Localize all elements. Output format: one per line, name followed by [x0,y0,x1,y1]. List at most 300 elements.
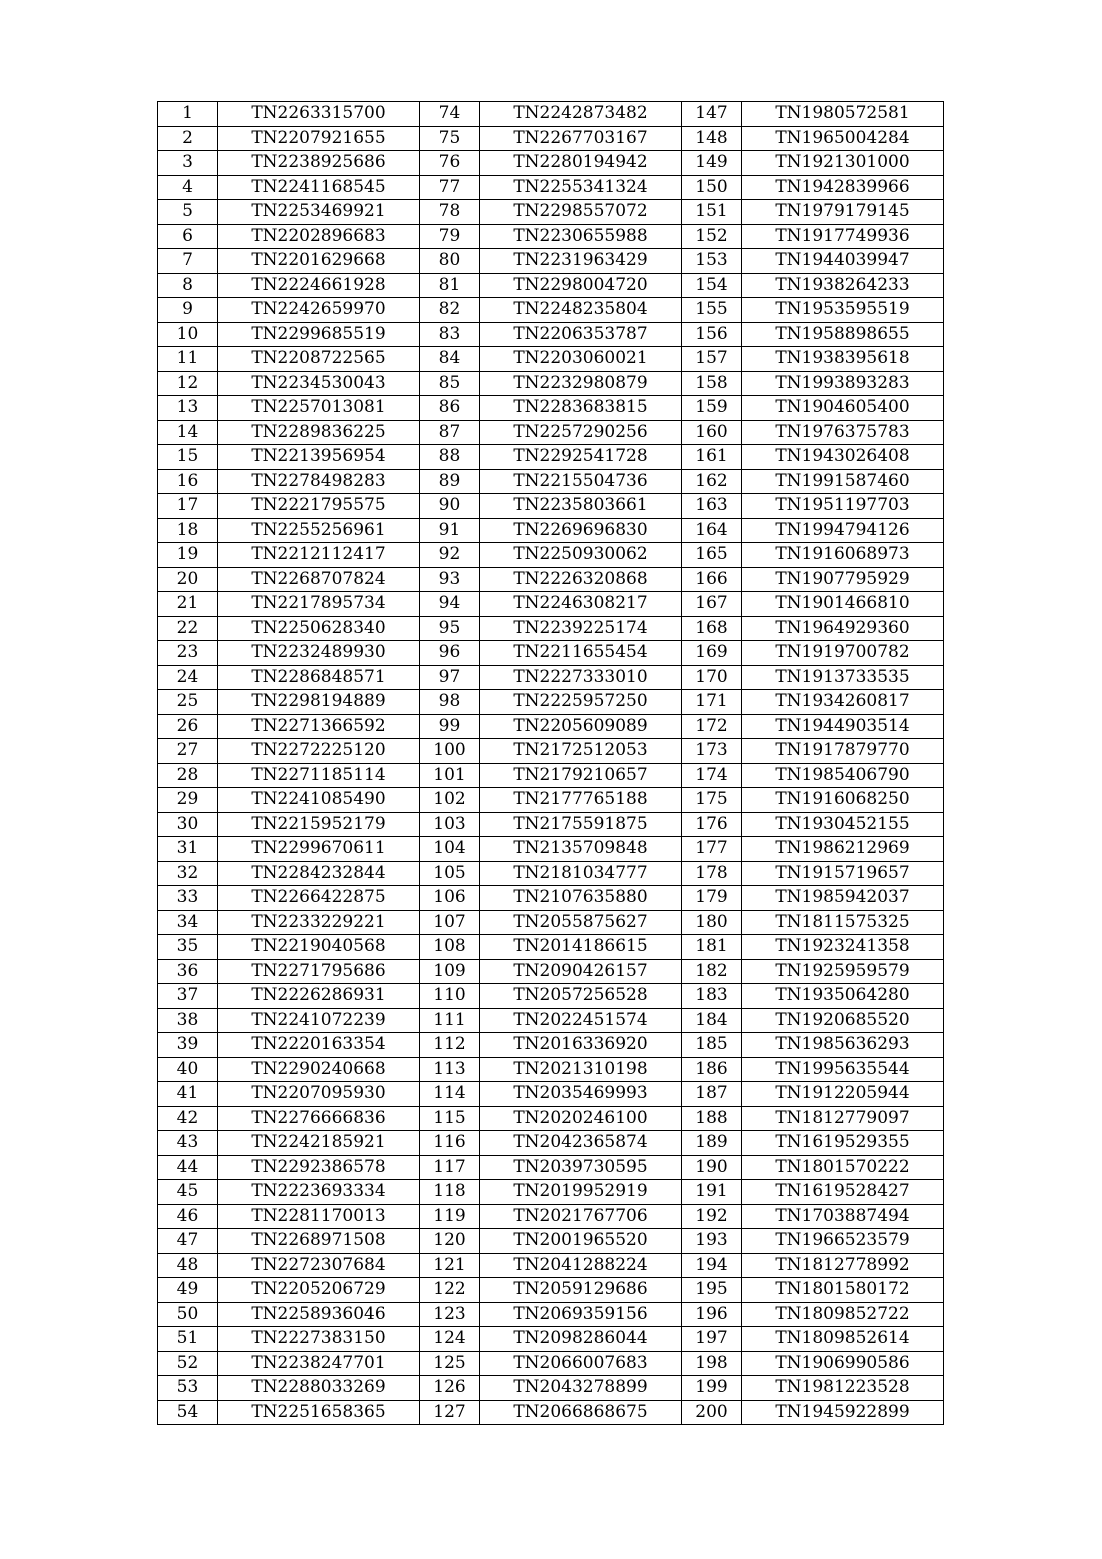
table-row [158,1253,944,1278]
serial-number-cell: 181 [682,935,742,960]
tracking-number-cell: TN1917749936 [742,224,944,249]
serial-number-cell: 162 [682,469,742,494]
serial-number-cell: 120 [420,1229,480,1254]
tracking-number-cell: TN1934260817 [742,690,944,715]
tracking-number-cell: TN2241168545 [218,175,420,200]
tracking-number-cell: TN2290240668 [218,1057,420,1082]
serial-number-cell: 123 [420,1302,480,1327]
serial-number-cell: 100 [420,739,480,764]
serial-number-cell: 54 [158,1400,218,1425]
tracking-number-cell: TN2020246100 [480,1106,682,1131]
serial-number-cell: 116 [420,1131,480,1156]
tracking-number-cell: TN2255341324 [480,175,682,200]
serial-number-cell: 28 [158,763,218,788]
serial-number-cell: 5 [158,200,218,225]
tracking-number-cell: TN2177765188 [480,788,682,813]
serial-number-cell: 125 [420,1351,480,1376]
tracking-number-cell: TN2234530043 [218,371,420,396]
tracking-number-cell: TN1920685520 [742,1008,944,1033]
table-row [158,469,944,494]
tracking-number-cell: TN2230655988 [480,224,682,249]
tracking-number-cell: TN1966523579 [742,1229,944,1254]
tracking-number-cell: TN1912205944 [742,1082,944,1107]
serial-number-cell: 74 [420,102,480,127]
table-row [158,1229,944,1254]
tracking-number-cell: TN1923241358 [742,935,944,960]
tracking-number-cell: TN2211655454 [480,641,682,666]
serial-number-cell: 191 [682,1180,742,1205]
serial-number-cell: 16 [158,469,218,494]
tracking-number-cell: TN1965004284 [742,126,944,151]
table-row [158,616,944,641]
tracking-number-cell: TN2289836225 [218,420,420,445]
table-row [158,1400,944,1425]
tracking-number-cell: TN2221795575 [218,494,420,519]
tracking-number-cell: TN2022451574 [480,1008,682,1033]
serial-number-cell: 4 [158,175,218,200]
serial-number-cell: 49 [158,1278,218,1303]
serial-number-cell: 98 [420,690,480,715]
tracking-number-cell: TN2281170013 [218,1204,420,1229]
table-row [158,1131,944,1156]
table-row [158,371,944,396]
table-row [158,249,944,274]
table-row [158,1082,944,1107]
serial-number-cell: 34 [158,910,218,935]
table-row [158,445,944,470]
serial-number-cell: 147 [682,102,742,127]
tracking-number-cell: TN1906990586 [742,1351,944,1376]
tracking-number-cell: TN2226320868 [480,567,682,592]
tracking-number-cell: TN2242185921 [218,1131,420,1156]
serial-number-cell: 176 [682,812,742,837]
serial-number-cell: 78 [420,200,480,225]
serial-number-cell: 192 [682,1204,742,1229]
tracking-number-cell: TN2225957250 [480,690,682,715]
serial-number-cell: 179 [682,886,742,911]
serial-number-cell: 156 [682,322,742,347]
serial-number-cell: 175 [682,788,742,813]
serial-number-cell: 199 [682,1376,742,1401]
table-row [158,861,944,886]
tracking-number-cell: TN1991587460 [742,469,944,494]
serial-number-cell: 1 [158,102,218,127]
serial-number-cell: 77 [420,175,480,200]
serial-number-cell: 95 [420,616,480,641]
serial-number-cell: 102 [420,788,480,813]
serial-number-cell: 32 [158,861,218,886]
serial-number-cell: 103 [420,812,480,837]
serial-number-cell: 22 [158,616,218,641]
table-row [158,126,944,151]
tracking-number-cell: TN2257290256 [480,420,682,445]
serial-number-cell: 152 [682,224,742,249]
serial-number-cell: 51 [158,1327,218,1352]
serial-number-cell: 118 [420,1180,480,1205]
serial-number-cell: 153 [682,249,742,274]
table-body [158,102,944,1425]
serial-number-cell: 20 [158,567,218,592]
tracking-number-cell: TN1812778992 [742,1253,944,1278]
tracking-number-cell: TN1919700782 [742,641,944,666]
serial-number-cell: 53 [158,1376,218,1401]
serial-number-cell: 184 [682,1008,742,1033]
serial-number-cell: 197 [682,1327,742,1352]
tracking-number-cell: TN1812779097 [742,1106,944,1131]
serial-number-cell: 96 [420,641,480,666]
serial-number-cell: 178 [682,861,742,886]
tracking-number-cell: TN2286848571 [218,665,420,690]
tracking-number-cell: TN2179210657 [480,763,682,788]
tracking-number-cell: TN2224661928 [218,273,420,298]
tracking-number-cell: TN1801570222 [742,1155,944,1180]
tracking-number-cell: TN2268971508 [218,1229,420,1254]
serial-number-cell: 121 [420,1253,480,1278]
serial-number-cell: 148 [682,126,742,151]
tracking-number-cell: TN2066868675 [480,1400,682,1425]
serial-number-cell: 165 [682,543,742,568]
serial-number-cell: 44 [158,1155,218,1180]
tracking-number-cell: TN1986212969 [742,837,944,862]
table-row [158,1033,944,1058]
table-row [158,175,944,200]
tracking-number-cell: TN2057256528 [480,984,682,1009]
tracking-number-cell: TN2001965520 [480,1229,682,1254]
table-row [158,1155,944,1180]
table-row [158,739,944,764]
serial-number-cell: 185 [682,1033,742,1058]
serial-number-cell: 114 [420,1082,480,1107]
serial-number-cell: 126 [420,1376,480,1401]
serial-number-cell: 23 [158,641,218,666]
tracking-number-cell: TN2090426157 [480,959,682,984]
serial-number-cell: 166 [682,567,742,592]
tracking-number-cell: TN2069359156 [480,1302,682,1327]
tracking-number-cell: TN2035469993 [480,1082,682,1107]
tracking-number-cell: TN2238925686 [218,151,420,176]
tracking-number-cell: TN1945922899 [742,1400,944,1425]
tracking-number-cell: TN2241072239 [218,1008,420,1033]
serial-number-cell: 177 [682,837,742,862]
tracking-number-cell: TN2219040568 [218,935,420,960]
tracking-number-cell: TN2235803661 [480,494,682,519]
serial-number-cell: 88 [420,445,480,470]
tracking-number-cell: TN2299670611 [218,837,420,862]
tracking-number-cell: TN2021767706 [480,1204,682,1229]
tracking-number-cell: TN1916068250 [742,788,944,813]
serial-number-cell: 171 [682,690,742,715]
tracking-number-cell: TN2206353787 [480,322,682,347]
serial-number-cell: 15 [158,445,218,470]
serial-number-cell: 52 [158,1351,218,1376]
tracking-number-cell: TN1976375783 [742,420,944,445]
serial-number-cell: 167 [682,592,742,617]
serial-number-cell: 2 [158,126,218,151]
tracking-number-cell: TN1985636293 [742,1033,944,1058]
tracking-number-cell: TN2201629668 [218,249,420,274]
tracking-number-cell: TN1915719657 [742,861,944,886]
tracking-number-cell: TN1942839966 [742,175,944,200]
serial-number-cell: 170 [682,665,742,690]
serial-number-cell: 172 [682,714,742,739]
tracking-number-cell: TN1811575325 [742,910,944,935]
serial-number-cell: 94 [420,592,480,617]
serial-number-cell: 188 [682,1106,742,1131]
tracking-number-cell: TN1703887494 [742,1204,944,1229]
serial-number-cell: 33 [158,886,218,911]
serial-number-cell: 12 [158,371,218,396]
serial-number-cell: 183 [682,984,742,1009]
tracking-number-cell: TN2231963429 [480,249,682,274]
tracking-number-cell: TN2019952919 [480,1180,682,1205]
tracking-number-cell: TN2299685519 [218,322,420,347]
tracking-number-cell: TN1964929360 [742,616,944,641]
serial-number-cell: 109 [420,959,480,984]
serial-number-cell: 163 [682,494,742,519]
tracking-number-cell: TN2226286931 [218,984,420,1009]
serial-number-cell: 168 [682,616,742,641]
serial-number-cell: 122 [420,1278,480,1303]
tracking-number-cell: TN2250930062 [480,543,682,568]
serial-number-cell: 194 [682,1253,742,1278]
tracking-number-cell: TN1993893283 [742,371,944,396]
tracking-number-cell: TN2215504736 [480,469,682,494]
serial-number-cell: 115 [420,1106,480,1131]
serial-number-cell: 169 [682,641,742,666]
table-row [158,200,944,225]
table-row [158,592,944,617]
tracking-number-cell: TN2298004720 [480,273,682,298]
tracking-number-cell: TN2039730595 [480,1155,682,1180]
serial-number-cell: 193 [682,1229,742,1254]
table-row [158,837,944,862]
tracking-number-cell: TN2233229221 [218,910,420,935]
serial-number-cell: 6 [158,224,218,249]
serial-number-cell: 108 [420,935,480,960]
serial-number-cell: 164 [682,518,742,543]
serial-number-cell: 38 [158,1008,218,1033]
serial-number-cell: 173 [682,739,742,764]
tracking-number-cell: TN1944903514 [742,714,944,739]
tracking-number-cell: TN2208722565 [218,347,420,372]
serial-number-cell: 7 [158,249,218,274]
table-row [158,396,944,421]
serial-number-cell: 92 [420,543,480,568]
table-row [158,935,944,960]
tracking-number-cell: TN2284232844 [218,861,420,886]
table-row [158,102,944,127]
tracking-number-cell: TN1809852614 [742,1327,944,1352]
tracking-number-cell: TN1925959579 [742,959,944,984]
serial-number-cell: 31 [158,837,218,862]
table-row [158,1106,944,1131]
tracking-number-cell: TN2255256961 [218,518,420,543]
serial-number-cell: 104 [420,837,480,862]
serial-number-cell: 13 [158,396,218,421]
tracking-number-cell: TN2258936046 [218,1302,420,1327]
table-row [158,1327,944,1352]
tracking-number-cell: TN1953595519 [742,298,944,323]
serial-number-cell: 76 [420,151,480,176]
table-row [158,714,944,739]
table-row [158,518,944,543]
tracking-number-cell: TN2251658365 [218,1400,420,1425]
serial-number-cell: 87 [420,420,480,445]
tracking-number-cell: TN2269696830 [480,518,682,543]
tracking-number-cell: TN2021310198 [480,1057,682,1082]
serial-number-cell: 112 [420,1033,480,1058]
serial-number-cell: 80 [420,249,480,274]
tracking-number-cell: TN2205206729 [218,1278,420,1303]
serial-number-cell: 84 [420,347,480,372]
tracking-number-cell: TN2253469921 [218,200,420,225]
serial-number-cell: 110 [420,984,480,1009]
tracking-number-cell: TN1916068973 [742,543,944,568]
table-row [158,1302,944,1327]
serial-number-cell: 9 [158,298,218,323]
serial-number-cell: 127 [420,1400,480,1425]
table-row [158,984,944,1009]
serial-number-cell: 17 [158,494,218,519]
serial-number-cell: 89 [420,469,480,494]
serial-number-cell: 101 [420,763,480,788]
serial-number-cell: 27 [158,739,218,764]
serial-number-cell: 47 [158,1229,218,1254]
tracking-number-cell: TN2202896683 [218,224,420,249]
tracking-number-cell: TN1995635544 [742,1057,944,1082]
serial-number-cell: 180 [682,910,742,935]
tracking-number-cell: TN2172512053 [480,739,682,764]
table-row [158,665,944,690]
serial-number-cell: 107 [420,910,480,935]
tracking-number-cell: TN1980572581 [742,102,944,127]
serial-number-cell: 45 [158,1180,218,1205]
tracking-number-cell: TN2292541728 [480,445,682,470]
tracking-number-cell: TN1985406790 [742,763,944,788]
table-row [158,1204,944,1229]
tracking-number-cell: TN2280194942 [480,151,682,176]
tracking-number-cell: TN2283683815 [480,396,682,421]
tracking-number-cell: TN2215952179 [218,812,420,837]
table-row [158,763,944,788]
serial-number-cell: 106 [420,886,480,911]
serial-number-cell: 19 [158,543,218,568]
serial-number-cell: 3 [158,151,218,176]
tracking-number-cell: TN2292386578 [218,1155,420,1180]
tracking-number-cell: TN1917879770 [742,739,944,764]
table-row [158,1057,944,1082]
serial-number-cell: 182 [682,959,742,984]
tracking-number-cell: TN2220163354 [218,1033,420,1058]
tracking-number-cell: TN2043278899 [480,1376,682,1401]
tracking-number-cell: TN2278498283 [218,469,420,494]
tracking-number-cell: TN2217895734 [218,592,420,617]
tracking-number-cell: TN2267703167 [480,126,682,151]
table-row [158,494,944,519]
serial-number-cell: 158 [682,371,742,396]
serial-number-cell: 85 [420,371,480,396]
serial-number-cell: 82 [420,298,480,323]
serial-number-cell: 36 [158,959,218,984]
tracking-number-cell: TN2175591875 [480,812,682,837]
tracking-number-cell: TN2207095930 [218,1082,420,1107]
tracking-number-cell: TN2250628340 [218,616,420,641]
serial-number-cell: 11 [158,347,218,372]
serial-number-cell: 149 [682,151,742,176]
table-row [158,224,944,249]
tracking-number-cell: TN2276666836 [218,1106,420,1131]
tracking-number-cell: TN2205609089 [480,714,682,739]
tracking-number-cell: TN1619529355 [742,1131,944,1156]
table-row [158,1278,944,1303]
tracking-number-cell: TN1935064280 [742,984,944,1009]
serial-number-cell: 83 [420,322,480,347]
table-row [158,151,944,176]
tracking-number-cell: TN2107635880 [480,886,682,911]
serial-number-cell: 119 [420,1204,480,1229]
tracking-number-cell: TN2042365874 [480,1131,682,1156]
serial-number-cell: 117 [420,1155,480,1180]
serial-number-cell: 99 [420,714,480,739]
serial-number-cell: 198 [682,1351,742,1376]
table-row [158,690,944,715]
serial-number-cell: 79 [420,224,480,249]
serial-number-cell: 186 [682,1057,742,1082]
tracking-number-cell: TN2016336920 [480,1033,682,1058]
table-row [158,273,944,298]
serial-number-cell: 41 [158,1082,218,1107]
serial-number-cell: 187 [682,1082,742,1107]
serial-number-cell: 40 [158,1057,218,1082]
tracking-number-cell: TN2271795686 [218,959,420,984]
tracking-number-cell: TN2098286044 [480,1327,682,1352]
tracking-number-cell: TN1985942037 [742,886,944,911]
serial-number-cell: 91 [420,518,480,543]
serial-number-cell: 21 [158,592,218,617]
serial-number-cell: 124 [420,1327,480,1352]
table-row [158,1376,944,1401]
serial-number-cell: 113 [420,1057,480,1082]
tracking-number-cell: TN2242873482 [480,102,682,127]
serial-number-cell: 150 [682,175,742,200]
tracking-number-cell: TN2232980879 [480,371,682,396]
tracking-number-cell: TN2246308217 [480,592,682,617]
table-row [158,959,944,984]
tracking-number-cell: TN2271366592 [218,714,420,739]
serial-number-cell: 30 [158,812,218,837]
tracking-number-cell: TN2207921655 [218,126,420,151]
serial-number-cell: 93 [420,567,480,592]
tracking-number-cell: TN2298194889 [218,690,420,715]
serial-number-cell: 111 [420,1008,480,1033]
table-row [158,812,944,837]
tracking-number-cell: TN2272307684 [218,1253,420,1278]
serial-number-cell: 46 [158,1204,218,1229]
serial-number-cell: 81 [420,273,480,298]
tracking-number-cell: TN2298557072 [480,200,682,225]
tracking-number-cell: TN2059129686 [480,1278,682,1303]
serial-number-cell: 160 [682,420,742,445]
serial-number-cell: 39 [158,1033,218,1058]
table-row [158,567,944,592]
table-row [158,1008,944,1033]
tracking-number-cell: TN2203060021 [480,347,682,372]
tracking-number-cell: TN2242659970 [218,298,420,323]
tracking-number-cell: TN2272225120 [218,739,420,764]
tracking-number-cell: TN1904605400 [742,396,944,421]
serial-number-cell: 10 [158,322,218,347]
tracking-number-cell: TN2223693334 [218,1180,420,1205]
